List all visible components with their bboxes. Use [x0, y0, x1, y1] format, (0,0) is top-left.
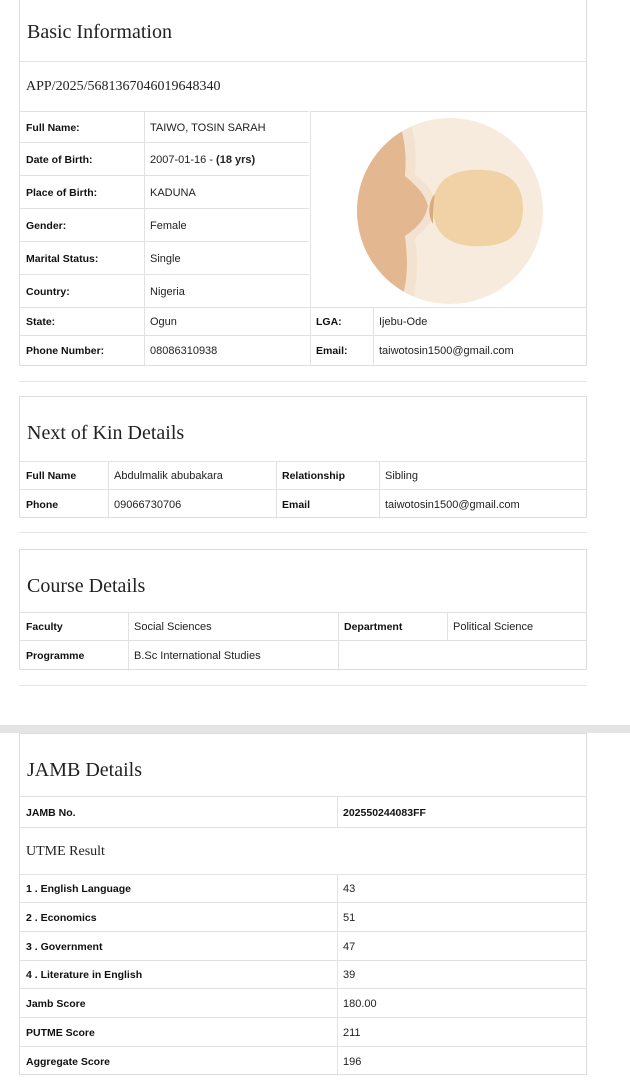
place-of-birth-row	[20, 175, 309, 209]
kin-full-name-value: Abdulmalik abubakara	[114, 470, 223, 482]
jamb-no-value: 202550244083FF	[343, 806, 426, 819]
place-of-birth-label: Place of Birth:	[26, 186, 98, 199]
kin-phone-value: 09066730706	[114, 498, 182, 511]
lga-value: Ijebu-Ode	[379, 316, 428, 328]
country-value: Nigeria	[150, 285, 185, 298]
faculty-label: Faculty	[26, 621, 63, 633]
lga-label: LGA:	[316, 316, 342, 328]
programme-row	[20, 640, 586, 671]
full-name-row	[20, 111, 309, 143]
jamb-details-title: JAMB Details	[27, 759, 142, 781]
kin-phone-row	[20, 489, 586, 519]
marital-status-row	[20, 241, 309, 275]
course-details-title: Course Details	[27, 575, 146, 597]
putme-score-value: 211	[343, 1026, 361, 1039]
department-value: Political Science	[453, 621, 534, 633]
jamb-score-value: 180.00	[343, 997, 377, 1010]
subject-economics-score: 51	[343, 911, 356, 924]
phone-number-label: Phone Number:	[26, 345, 105, 357]
department-label: Department	[344, 621, 403, 633]
marital-status-label: Marital Status:	[26, 252, 99, 265]
jamb-score-row	[20, 988, 586, 1018]
utme-result-title: UTME Result	[26, 843, 105, 859]
subject-row-english	[20, 874, 586, 903]
subject-row-literature	[20, 960, 586, 989]
person-placeholder-icon	[355, 116, 545, 306]
next-of-kin-title: Next of Kin Details	[27, 422, 185, 444]
kin-email-label: Email	[282, 498, 311, 511]
country-label: Country:	[26, 285, 70, 298]
application-number-row	[20, 61, 586, 112]
email-value: taiwotosin1500@gmail.com	[379, 345, 514, 357]
jamb-score-label: Jamb Score	[26, 997, 86, 1010]
marital-status-value: Single	[150, 252, 181, 265]
programme-label: Programme	[26, 650, 85, 662]
aggregate-score-value: 196	[343, 1055, 362, 1068]
email-label: Email:	[316, 345, 348, 357]
jamb-details-card	[19, 733, 587, 1075]
phone-number-value: 08086310938	[150, 345, 218, 357]
subject-row-government	[20, 931, 586, 961]
utme-result-row	[20, 827, 586, 875]
application-number: APP/2025/5681367046019648340	[26, 79, 221, 94]
subject-literature-score: 39	[343, 969, 356, 981]
relationship-label: Relationship	[282, 470, 346, 482]
faculty-value: Social Sciences	[134, 621, 212, 633]
state-row	[20, 307, 586, 336]
date-of-birth-label: Date of Birth:	[26, 153, 93, 166]
subject-english-score: 43	[343, 883, 356, 895]
full-name-value: TAIWO, TOSIN SARAH	[150, 121, 266, 134]
putme-score-label: PUTME Score	[26, 1026, 95, 1039]
subject-row-economics	[20, 902, 586, 932]
subject-economics-label: 2 . Economics	[26, 911, 97, 924]
basic-information-title: Basic Information	[27, 21, 172, 43]
gender-row	[20, 208, 309, 242]
putme-score-row	[20, 1017, 586, 1047]
kin-name-row	[20, 461, 586, 490]
faculty-row	[20, 612, 586, 641]
subject-literature-label: 4 . Literature in English	[26, 969, 143, 981]
photo-cell	[310, 111, 586, 308]
country-row	[20, 274, 309, 308]
programme-value: B.Sc International Studies	[134, 650, 261, 662]
date-of-birth-row	[20, 142, 309, 176]
next-of-kin-card	[19, 396, 587, 518]
state-label: State:	[26, 316, 56, 328]
state-value: Ogun	[150, 316, 177, 328]
gender-value: Female	[150, 219, 187, 232]
date-of-birth-value	[144, 143, 309, 176]
subject-government-score: 47	[343, 940, 356, 953]
basic-information-card	[19, 0, 587, 366]
aggregate-score-label: Aggregate Score	[26, 1055, 111, 1068]
aggregate-score-row	[20, 1046, 586, 1076]
subject-government-label: 3 . Government	[26, 940, 103, 953]
date-of-birth-date: 2007-01-16 -	[150, 153, 217, 166]
phone-row	[20, 335, 586, 366]
full-name-label: Full Name:	[26, 121, 80, 134]
age-value: (18 yrs)	[216, 153, 256, 166]
kin-email-value: taiwotosin1500@gmail.com	[385, 498, 520, 511]
subject-english-label: 1 . English Language	[26, 883, 132, 895]
course-details-card	[19, 549, 587, 670]
page-break	[0, 725, 630, 733]
place-of-birth-value: KADUNA	[150, 186, 196, 199]
kin-phone-label: Phone	[26, 498, 59, 511]
gender-label: Gender:	[26, 219, 67, 232]
relationship-value: Sibling	[385, 470, 419, 482]
jamb-no-row	[20, 796, 586, 828]
kin-full-name-label: Full Name	[26, 470, 77, 482]
jamb-no-label: JAMB No.	[26, 806, 76, 819]
